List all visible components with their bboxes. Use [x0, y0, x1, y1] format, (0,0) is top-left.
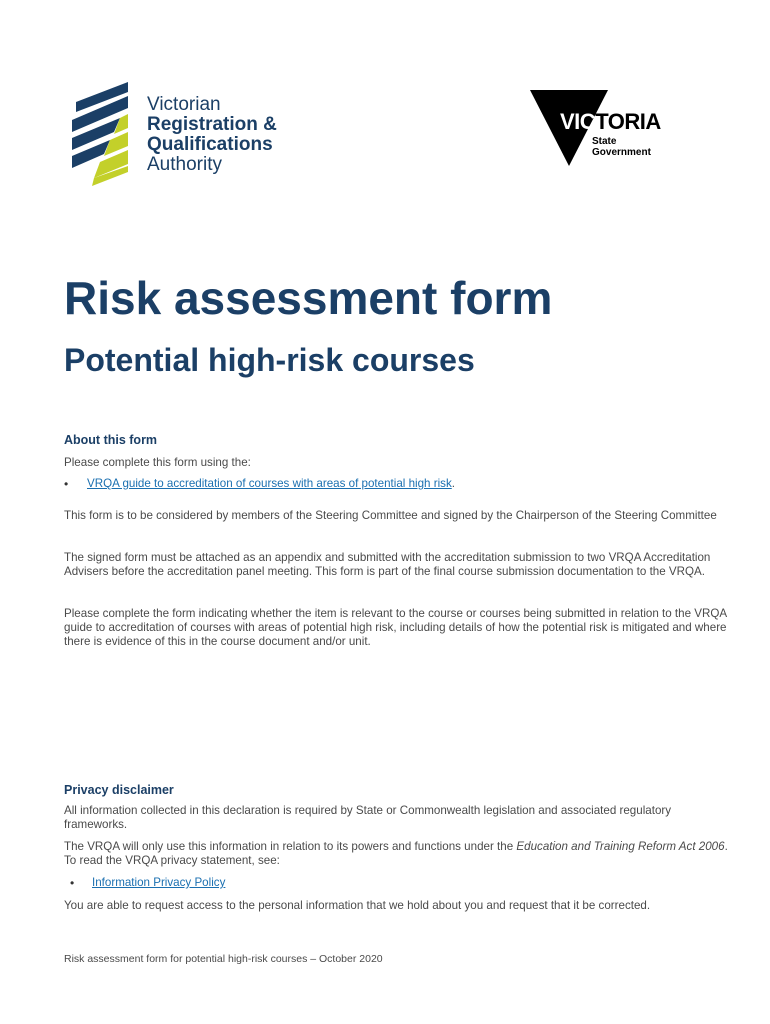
privacy-link-item: [92, 876, 225, 890]
vrqa-chevron-mark-icon: [70, 82, 134, 186]
privacy-paragraph-3: You are able to request access to the personal information that we hold about you and request that it be corrected.: [64, 899, 651, 912]
page-subtitle: Potential high-risk courses: [64, 342, 475, 378]
victoria-sub-line-1: State: [592, 136, 617, 147]
privacy-paragraph-2-start: The VRQA will only use this information in relation to its powers and functions under the: [64, 840, 517, 853]
about-heading: About this form: [64, 433, 158, 447]
vrqa-line-1: Victorian: [147, 94, 221, 115]
act-name: Education and Training Reform Act 2006: [516, 840, 725, 853]
guide-link-item: [87, 477, 455, 491]
privacy-paragraph-2: [64, 840, 734, 868]
victoria-wordmark: [560, 110, 661, 134]
guide-link[interactable]: VRQA guide to accreditation of courses with areas of potential high risk: [87, 477, 452, 490]
guide-link-suffix: .: [451, 477, 455, 490]
page-footer: Risk assessment form for potential high-risk courses – October 2020: [64, 953, 383, 965]
privacy-paragraph-2-end: . To read the VRQA privacy statement, see:: [64, 840, 728, 867]
page-title: Risk assessment form: [64, 272, 553, 324]
bullet-icon: •: [64, 477, 69, 491]
victoria-subtitle: [592, 136, 651, 158]
privacy-heading: Privacy disclaimer: [64, 783, 174, 797]
vrqa-wordmark: [147, 95, 277, 175]
victoria-word-part-a: VIC: [560, 109, 596, 134]
privacy-policy-link[interactable]: Information Privacy Policy: [92, 876, 226, 889]
vrqa-logo: [70, 82, 290, 186]
victoria-government-logo: [530, 88, 670, 168]
bullet-icon: •: [70, 876, 75, 890]
vrqa-line-2: Registration &: [147, 114, 277, 135]
victoria-sub-line-2: Government: [592, 147, 651, 158]
vrqa-line-4: Authority: [147, 154, 222, 175]
about-paragraph-2: The signed form must be attached as an appendix and submitted with the accreditation submission to two VRQA Accreditation Advisers before the accreditation panel meeting. This form is part of the final course submission documentation to the VRQA.: [64, 551, 711, 578]
privacy-paragraph-1: All information collected in this declaration is required by State or Commonwealth legislation and associated regulatory frameworks.: [64, 804, 672, 831]
about-intro: Please complete this form using the:: [64, 456, 251, 469]
victoria-word-part-b: TORIA: [595, 109, 661, 134]
about-paragraph-3: Please complete the form indicating whether the item is relevant to the course or courses being submitted in relation to the VRQA guide to accreditation of courses with areas of potential high risk, including details of how the potential risk is mitigated and where there is evidence of this in the course document and/or unit.: [64, 607, 727, 648]
about-paragraph-1: This form is to be considered by members of the Steering Committee and signed by the Chairperson of the Steering Committee: [64, 509, 717, 522]
vrqa-line-3: Qualifications: [147, 134, 273, 155]
